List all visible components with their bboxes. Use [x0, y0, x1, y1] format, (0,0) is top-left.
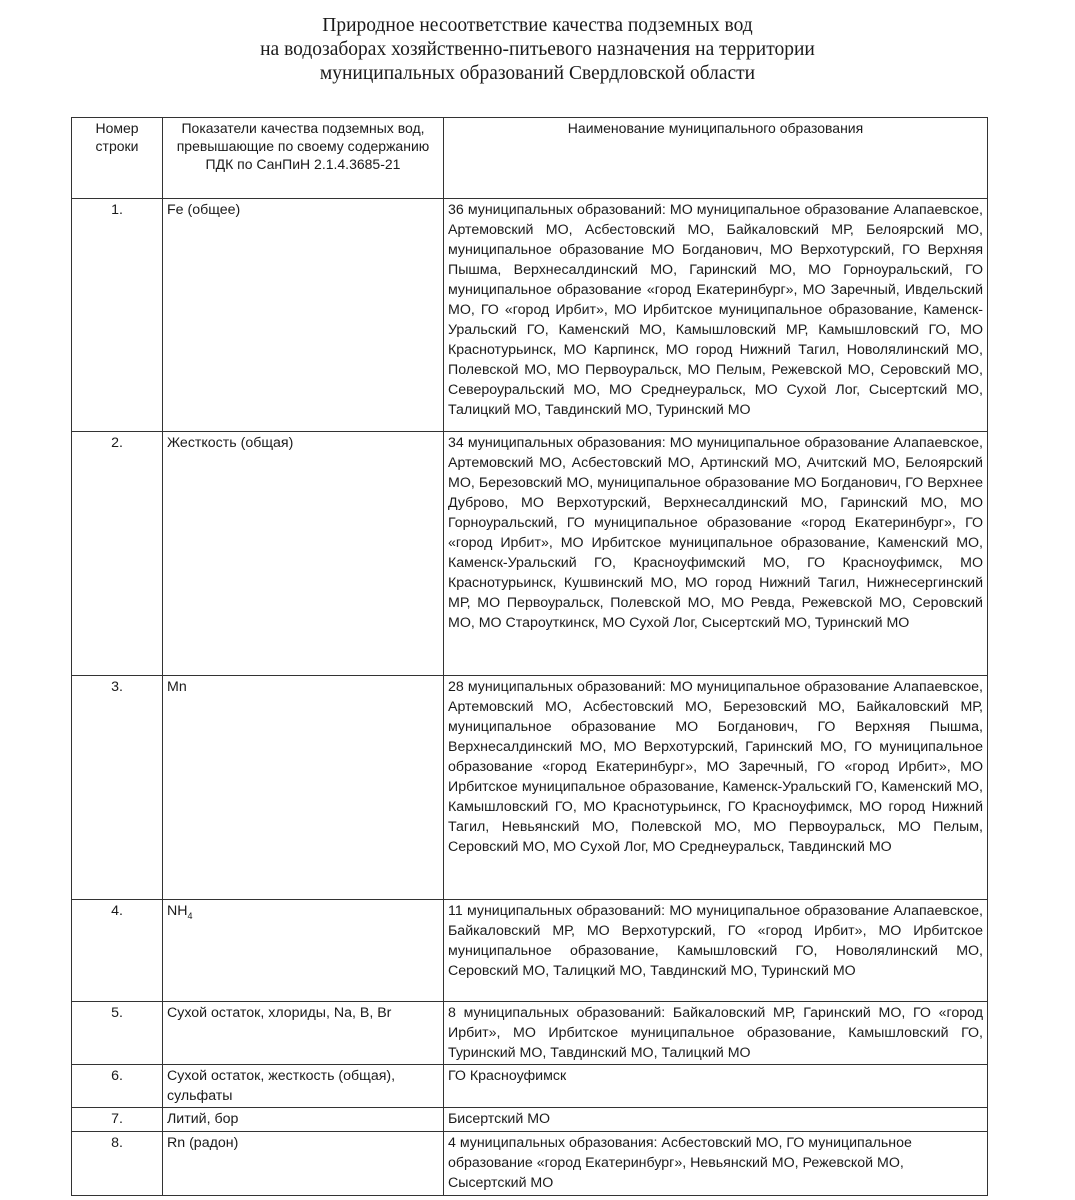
- header-municipality: Наименование муниципального образования: [444, 118, 988, 199]
- row-indicator: Rn (радон): [163, 1132, 444, 1196]
- title-line-3: муниципальных образований Свердловской области: [319, 63, 756, 84]
- table-row: [72, 199, 988, 432]
- table-row: [72, 1065, 988, 1108]
- row-municipalities: 4 муниципальных образования: Асбестовский МО, ГО муниципальное образование «город Екатеринбург», Невьянский МО, Режевской МО, Сысертский МО: [444, 1132, 988, 1196]
- row-municipalities: 36 муниципальных образований: МО муниципальное образование Алапаевское, Артемовский МО, Асбестовский МО, Байкаловский МР, Белоярский МО, муниципальное образование МО Богданович, МО Верхотурский, ГО Верхняя Пышма, Верхнесалдинский МО, Гаринский МО, МО Горноуральский, ГО муниципальное образование «город Екатеринбург», МО Заречный, Ивдельский МО, ГО «город Ирбит», МО Ирбитское муниципальное образование, Каменск-Уральский ГО, Каменский МО, Камышловский МР, Камышловский ГО, МО Краснотурьинск, МО Карпинск, МО город Нижний Тагил, Новолялинский МО, Полевской МО, МО Первоуральск, МО Пелым, Режевской МО, Серовский МО, Североуральский МО, МО Среднеуральск, МО Сухой Лог, Сысертский МО, Талицкий МО, Тавдинский МО, Туринский МО: [444, 199, 988, 432]
- row-indicator: [163, 900, 444, 1002]
- header-row-number: Номер строки: [72, 118, 163, 199]
- row-indicator: Литий, бор: [163, 1108, 444, 1132]
- row-number: 5.: [72, 1002, 163, 1065]
- row-number: 7.: [72, 1108, 163, 1132]
- row-number: 6.: [72, 1065, 163, 1108]
- row-municipalities: 11 муниципальных образований: МО муниципальное образование Алапаевское, Байкаловский МР, МО Верхотурский, ГО «город Ирбит», МО Ирбитское муниципальное образование, Камышловский ГО, Новолялинский МО, Серовский МО, Талицкий МО, Тавдинский МО, Туринский МО: [444, 900, 988, 1002]
- row-number: 2.: [72, 432, 163, 676]
- groundwater-quality-table: [71, 117, 988, 1196]
- header-indicators: Показатели качества подземных вод, превышающие по своему содержанию ПДК по СанПиН 2.1.4.3685-21: [163, 118, 444, 199]
- row-indicator: Mn: [163, 676, 444, 900]
- indicator-nh-label: NH: [167, 903, 188, 919]
- row-indicator: Сухой остаток, жесткость (общая), сульфаты: [163, 1065, 444, 1108]
- row-indicator: Fe (общее): [163, 199, 444, 432]
- table-row: [72, 1108, 988, 1132]
- row-municipalities: 34 муниципальных образования: МО муниципальное образование Алапаевское, Артемовский МО, Асбестовский МО, Артинский МО, Ачитский МО, Белоярский МО, Березовский МО, муниципальное образование МО Богданович, ГО Верхнее Дуброво, МО Верхотурский, Верхнесалдинский МО, Гаринский МО, МО Горноуральский, ГО муниципальное образование «город Екатеринбург», ГО «город Ирбит», МО Ирбитское муниципальное образование, Каменский МО, Каменск-Уральский ГО, Красноуфимский МО, ГО Красноуфимск, МО Краснотурьинск, Кушвинский МО, МО город Нижний Тагил, Нижнесергинский МР, МО Первоуральск, Полевской МО, МО Ревда, Режевской МО, Серовский МО, МО Староуткинск, МО Сухой Лог, Сысертский МО, Туринский МО: [444, 432, 988, 676]
- table-row: [72, 1132, 988, 1196]
- row-indicator: Сухой остаток, хлориды, Na, B, Br: [163, 1002, 444, 1065]
- table-row: [72, 900, 988, 1002]
- document-title: [0, 14, 1075, 86]
- title-line-1: Природное несоответствие качества подземных вод: [322, 15, 753, 36]
- table-header-row: [72, 118, 988, 199]
- row-number: 3.: [72, 676, 163, 900]
- row-number: 8.: [72, 1132, 163, 1196]
- row-municipalities: 8 муниципальных образований: Байкаловский МР, Гаринский МО, ГО «город Ирбит», МО Ирбитское муниципальное образование, Камышловский ГО, Туринский МО, Тавдинский МО, Талицкий МО: [444, 1002, 988, 1065]
- indicator-subscript: 4: [187, 911, 193, 921]
- row-number: 4.: [72, 900, 163, 1002]
- row-indicator: Жесткость (общая): [163, 432, 444, 676]
- table-row: [72, 1002, 988, 1065]
- row-municipalities: ГО Красноуфимск: [444, 1065, 988, 1108]
- table-row: [72, 676, 988, 900]
- title-line-2: на водозаборах хозяйственно-питьевого назначения на территории: [260, 39, 815, 60]
- row-number: 1.: [72, 199, 163, 432]
- row-municipalities: Бисертский МО: [444, 1108, 988, 1132]
- table-row: [72, 432, 988, 676]
- row-municipalities: 28 муниципальных образований: МО муниципальное образование Алапаевское, Артемовский МО, Асбестовский МО, Березовский МО, Байкаловский МР, муниципальное образование МО Богданович, ГО Верхняя Пышма, Верхнесалдинский МО, МО Верхотурский, Гаринский МО, ГО муниципальное образование «город Екатеринбург», МО Заречный, ГО «город Ирбит», МО Ирбитское муниципальное образование, Каменск-Уральский ГО, Каменский МО, Камышловский ГО, МО Краснотурьинск, ГО Красноуфимск, МО город Нижний Тагил, Невьянский МО, Полевской МО, МО Первоуральск, МО Пелым, Серовский МО, МО Сухой Лог, МО Среднеуральск, Тавдинский МО: [444, 676, 988, 900]
